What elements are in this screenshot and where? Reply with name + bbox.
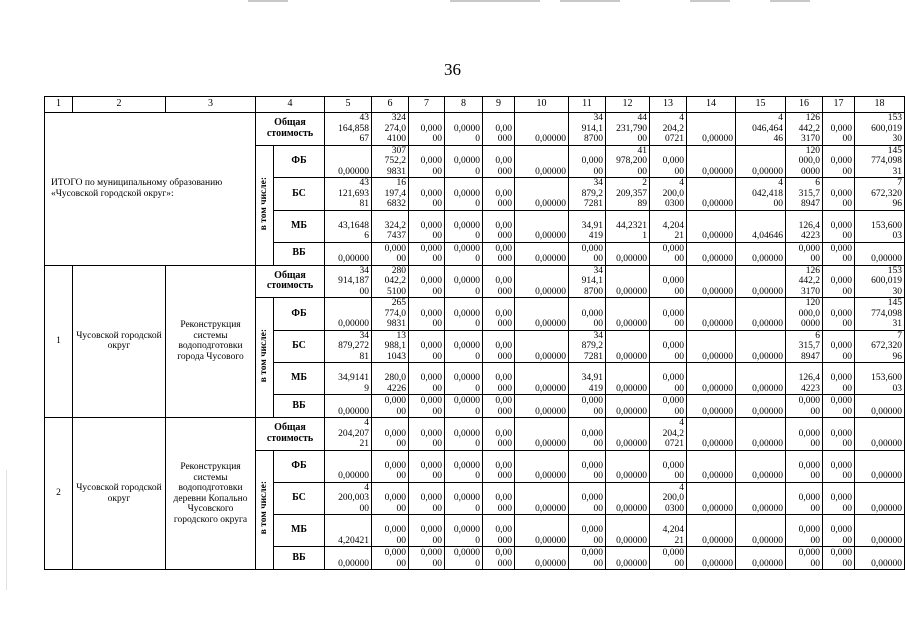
column-header: 12	[606, 97, 650, 113]
table-cell: 0,00000	[687, 515, 736, 547]
table-cell: 0,00000	[855, 242, 905, 265]
table-row	[45, 265, 905, 298]
table-cell: 0,00000	[687, 178, 736, 211]
table-cell: 4,20421	[325, 515, 372, 547]
column-header: 16	[786, 97, 823, 113]
column-header: 9	[483, 97, 515, 113]
scan-line	[450, 0, 540, 2]
table-cell: 0,000 00	[569, 395, 606, 418]
table-cell: 0,00000	[687, 450, 736, 482]
table-cell: 0,00000	[687, 418, 736, 451]
table-cell: 0,000 00	[409, 145, 445, 178]
table-cell: 0,000 00	[650, 242, 687, 265]
table-cell: 153,600 03	[855, 363, 905, 395]
table-cell: 0,00 000	[483, 242, 515, 265]
table-cell: 265 774,0 9831	[372, 298, 409, 331]
table-cell: 0,000 00	[409, 450, 445, 482]
table-cell: 0,00000	[687, 113, 736, 146]
table-cell: 0,00000	[515, 113, 569, 146]
column-header: 7	[409, 97, 445, 113]
table-cell: 0,00 000	[483, 178, 515, 211]
column-header: 10	[515, 97, 569, 113]
table-cell: 43 164,858 67	[325, 113, 372, 146]
table-cell: 0,000 00	[823, 265, 855, 298]
table-cell: 120 000,0 0000	[786, 145, 823, 178]
table-cell: 126 442,2 3170	[786, 113, 823, 146]
table-cell: 0,00000	[736, 298, 786, 331]
table-cell: 0,00 000	[483, 298, 515, 331]
funding-source-label: ВБ	[274, 547, 325, 570]
table-cell: 44 231,790 00	[606, 113, 650, 146]
table-cell: 324 274,0 4100	[372, 113, 409, 146]
table-cell: 0,00 000	[483, 482, 515, 515]
table-cell: 126 442,2 3170	[786, 265, 823, 298]
table-cell: 4 204,2 0721	[650, 418, 687, 451]
table-cell: 0,000 00	[823, 178, 855, 211]
table-cell: 34 879,272 81	[325, 330, 372, 363]
table-cell: 4,204 21	[650, 210, 687, 242]
district-name: Чусовской городской округ	[73, 265, 166, 418]
column-header: 14	[687, 97, 736, 113]
district-name: Чусовской городской округ	[73, 418, 166, 570]
table-cell: 0,00000	[687, 363, 736, 395]
table-cell: 4 200,0 0300	[650, 178, 687, 211]
column-header: 11	[569, 97, 606, 113]
table-cell: 0,00000	[515, 242, 569, 265]
table-cell: 0,00000	[515, 145, 569, 178]
table-cell: 0,00000	[736, 265, 786, 298]
table-cell: 0,00000	[515, 515, 569, 547]
table-cell: 4 200,003 00	[325, 482, 372, 515]
table-cell: 153 600,019 30	[855, 113, 905, 146]
table-cell: 0,000 00	[409, 482, 445, 515]
table-cell: 0,000 00	[409, 178, 445, 211]
table-cell: 0,0000 0	[445, 450, 483, 482]
table-cell: 0,00000	[515, 330, 569, 363]
table-cell: 0,00000	[515, 265, 569, 298]
table-cell: 0,000 00	[372, 242, 409, 265]
table-cell: 0,000 00	[650, 298, 687, 331]
table-body	[45, 97, 905, 570]
scan-edge	[6, 470, 7, 590]
funding-source-label: ВБ	[274, 242, 325, 265]
total-cost-label: Общая стоимость	[256, 113, 325, 146]
table-cell: 0,00000	[325, 145, 372, 178]
table-cell: 0,000 00	[409, 265, 445, 298]
column-header: 3	[166, 97, 256, 113]
table-cell: 13 988,1 1043	[372, 330, 409, 363]
column-header: 15	[736, 97, 786, 113]
table-cell: 280 042,2 5100	[372, 265, 409, 298]
table-cell: 0,000 00	[786, 418, 823, 451]
table-cell: 145 774,098 31	[855, 145, 905, 178]
table-cell: 0,00000	[736, 363, 786, 395]
in-that-number-label	[256, 145, 274, 265]
table-cell: 7 672,320 96	[855, 330, 905, 363]
scan-line	[560, 0, 620, 2]
table-cell: 0,0000 0	[445, 418, 483, 451]
table-cell: 280,0 4226	[372, 363, 409, 395]
table-cell: 43 121,693 81	[325, 178, 372, 211]
table-cell: 0,000 00	[650, 145, 687, 178]
table-cell: 0,00000	[687, 210, 736, 242]
table-cell: 0,00000	[687, 265, 736, 298]
table-cell: 0,00000	[515, 363, 569, 395]
table-cell: 4 046,464 46	[736, 113, 786, 146]
column-header: 18	[855, 97, 905, 113]
table-cell: 0,000 00	[650, 265, 687, 298]
table-cell: 0,000 00	[823, 547, 855, 570]
column-header: 2	[73, 97, 166, 113]
column-header: 17	[823, 97, 855, 113]
table-cell: 0,000 00	[569, 145, 606, 178]
table-cell: 0,00000	[736, 482, 786, 515]
funding-source-label: БС	[274, 482, 325, 515]
table-cell: 0,000 00	[786, 515, 823, 547]
table-cell: 0,00000	[606, 450, 650, 482]
column-header: 1	[45, 97, 73, 113]
table-cell: 0,000 00	[569, 482, 606, 515]
table-cell: 0,00 000	[483, 145, 515, 178]
table-cell: 0,000 00	[650, 450, 687, 482]
in-that-number-text: в том числе:	[259, 176, 270, 230]
table-cell: 0,00000	[736, 418, 786, 451]
table-cell: 0,000 00	[786, 242, 823, 265]
table-cell: 0,00000	[606, 298, 650, 331]
total-cost-label: Общая стоимость	[256, 418, 325, 451]
page-number: 36	[444, 60, 461, 79]
table-cell: 0,000 00	[409, 418, 445, 451]
project-name: Реконструкция системы водоподготовки города Чусового	[166, 265, 256, 418]
table-cell: 0,000 00	[786, 450, 823, 482]
table-cell: 0,000 00	[823, 482, 855, 515]
table-cell: 0,00000	[515, 178, 569, 211]
table-cell: 34 914,1 8700	[569, 265, 606, 298]
table-cell: 0,00000	[325, 298, 372, 331]
table-cell: 0,00000	[855, 450, 905, 482]
total-cost-label: Общая стоимость	[256, 265, 325, 298]
in-that-number-label	[256, 450, 274, 570]
table-cell: 0,000 00	[409, 298, 445, 331]
table-cell: 0,00000	[736, 330, 786, 363]
table-cell: 4,204 21	[650, 515, 687, 547]
table-cell: 0,00000	[736, 515, 786, 547]
table-cell: 0,00000	[687, 330, 736, 363]
table-cell: 153 600,019 30	[855, 265, 905, 298]
table-cell: 34 879,2 7281	[569, 330, 606, 363]
table-cell: 0,000 00	[569, 547, 606, 570]
table-cell: 0,00000	[855, 418, 905, 451]
table-cell: 0,00000	[736, 395, 786, 418]
table-cell: 16 197,4 6832	[372, 178, 409, 211]
table-cell: 0,000 00	[372, 515, 409, 547]
table-cell: 0,00 000	[483, 113, 515, 146]
funding-source-label: МБ	[274, 210, 325, 242]
table-cell: 0,00 000	[483, 515, 515, 547]
table-cell: 4 204,207 21	[325, 418, 372, 451]
table-cell: 0,00000	[736, 450, 786, 482]
table-row	[45, 418, 905, 451]
table-cell: 0,00 000	[483, 363, 515, 395]
table-cell: 0,0000 0	[445, 298, 483, 331]
table-cell: 43,1648 6	[325, 210, 372, 242]
table-cell: 34,9141 9	[325, 363, 372, 395]
table-cell: 44,2321 1	[606, 210, 650, 242]
table-cell: 0,000 00	[823, 363, 855, 395]
table-cell: 0,000 00	[650, 547, 687, 570]
table-cell: 0,0000 0	[445, 330, 483, 363]
in-that-number-text: в том числе:	[259, 481, 270, 535]
scan-line	[248, 0, 288, 2]
table-cell: 0,00000	[515, 298, 569, 331]
table-cell: 2 209,357 89	[606, 178, 650, 211]
table-cell: 0,00000	[606, 395, 650, 418]
table-cell: 4 200,0 0300	[650, 482, 687, 515]
funding-source-label: БС	[274, 330, 325, 363]
table-cell: 0,000 00	[823, 242, 855, 265]
table-cell: 0,000 00	[409, 515, 445, 547]
table-cell: 0,000 00	[372, 482, 409, 515]
table-cell: 0,000 00	[650, 330, 687, 363]
table-cell: 0,0000 0	[445, 395, 483, 418]
table-cell: 0,000 00	[569, 298, 606, 331]
funding-source-label: ФБ	[274, 145, 325, 178]
table-cell: 4,04646	[736, 210, 786, 242]
table-cell: 0,00000	[515, 418, 569, 451]
table-cell: 0,00000	[515, 210, 569, 242]
table-cell: 126,4 4223	[786, 210, 823, 242]
table-cell: 0,000 00	[823, 330, 855, 363]
table-cell: 0,000 00	[409, 547, 445, 570]
table-cell: 0,00000	[515, 547, 569, 570]
column-header: 4	[256, 97, 325, 113]
table-cell: 0,00000	[515, 482, 569, 515]
table-cell: 0,000 00	[372, 395, 409, 418]
table-cell: 0,00 000	[483, 395, 515, 418]
table-cell: 0,00000	[687, 298, 736, 331]
table-cell: 0,0000 0	[445, 210, 483, 242]
table-cell: 0,0000 0	[445, 547, 483, 570]
table-cell: 0,00 000	[483, 330, 515, 363]
table-cell: 0,00000	[515, 395, 569, 418]
table-cell: 0,00 000	[483, 418, 515, 451]
table-cell: 0,000 00	[569, 242, 606, 265]
table-cell: 0,00000	[736, 145, 786, 178]
table-cell: 0,0000 0	[445, 145, 483, 178]
table-cell: 0,000 00	[409, 242, 445, 265]
table-cell: 0,00 000	[483, 450, 515, 482]
column-header: 5	[325, 97, 372, 113]
table-cell: 0,0000 0	[445, 178, 483, 211]
table-cell: 153,600 03	[855, 210, 905, 242]
funding-source-label: МБ	[274, 515, 325, 547]
table-cell: 0,000 00	[372, 418, 409, 451]
table-cell: 0,0000 0	[445, 363, 483, 395]
funding-source-label: ФБ	[274, 450, 325, 482]
table-cell: 0,000 00	[823, 145, 855, 178]
table-cell: 0,00000	[687, 547, 736, 570]
scan-line	[770, 0, 810, 2]
row-number: 1	[45, 265, 73, 418]
table-cell: 0,000 00	[372, 450, 409, 482]
table-cell: 0,00 000	[483, 265, 515, 298]
table-cell: 307 752,2 9831	[372, 145, 409, 178]
in-that-number-text: в том числе:	[259, 329, 270, 383]
table-cell: 0,000 00	[569, 450, 606, 482]
column-header: 8	[445, 97, 483, 113]
table-cell: 0,0000 0	[445, 265, 483, 298]
table-cell: 0,00000	[855, 547, 905, 570]
table-cell: 34 879,2 7281	[569, 178, 606, 211]
table-cell: 126,4 4223	[786, 363, 823, 395]
table-cell: 0,00000	[606, 515, 650, 547]
total-label: ИТОГО по муниципальному образованию «Чусовской городской округ»:	[45, 113, 256, 266]
table-cell: 0,00000	[606, 547, 650, 570]
table-cell: 0,00000	[855, 482, 905, 515]
table-cell: 0,00000	[736, 547, 786, 570]
table-cell: 0,0000 0	[445, 482, 483, 515]
table-cell: 0,00000	[606, 418, 650, 451]
table-cell: 0,00 000	[483, 547, 515, 570]
table-cell: 0,00000	[606, 330, 650, 363]
table-cell: 4 204,2 0721	[650, 113, 687, 146]
table-cell: 0,000 00	[409, 113, 445, 146]
table-cell: 324,2 7437	[372, 210, 409, 242]
table-cell: 0,00000	[325, 450, 372, 482]
table-cell: 0,00000	[606, 265, 650, 298]
table-cell: 145 774,098 31	[855, 298, 905, 331]
table-cell: 0,000 00	[786, 482, 823, 515]
table-cell: 6 315,7 8947	[786, 330, 823, 363]
funding-source-label: ФБ	[274, 298, 325, 331]
table-cell: 0,000 00	[409, 363, 445, 395]
table-cell: 0,00000	[325, 242, 372, 265]
table-cell: 0,000 00	[409, 210, 445, 242]
table-cell: 0,000 00	[823, 298, 855, 331]
header-row	[45, 97, 905, 113]
table-cell: 0,00000	[325, 395, 372, 418]
table-cell: 41 978,200 00	[606, 145, 650, 178]
table-cell: 0,000 00	[372, 547, 409, 570]
table-cell: 0,000 00	[650, 363, 687, 395]
table-cell: 0,00000	[606, 242, 650, 265]
table-cell: 0,00000	[687, 242, 736, 265]
table-cell: 0,0000 0	[445, 113, 483, 146]
table-cell: 0,00000	[855, 395, 905, 418]
table-cell: 0,00000	[687, 395, 736, 418]
table-cell: 0,000 00	[823, 515, 855, 547]
table-cell: 0,0000 0	[445, 515, 483, 547]
table-cell: 0,00000	[325, 547, 372, 570]
table-cell: 120 000,0 0000	[786, 298, 823, 331]
in-that-number-label	[256, 298, 274, 418]
budget-table	[44, 96, 905, 570]
funding-source-label: ВБ	[274, 395, 325, 418]
table-cell: 0,000 00	[823, 418, 855, 451]
table-cell: 0,00000	[687, 482, 736, 515]
table-cell: 0,00000	[606, 482, 650, 515]
table-cell: 0,000 00	[823, 113, 855, 146]
table-cell: 0,000 00	[569, 418, 606, 451]
table-cell: 0,00000	[855, 515, 905, 547]
table-cell: 0,00000	[606, 363, 650, 395]
table-cell: 0,000 00	[786, 395, 823, 418]
table-cell: 34 914,187 00	[325, 265, 372, 298]
table-cell: 0,000 00	[409, 330, 445, 363]
column-header: 6	[372, 97, 409, 113]
table-cell: 0,00 000	[483, 210, 515, 242]
table-cell: 0,00000	[736, 242, 786, 265]
table-cell: 6 315,7 8947	[786, 178, 823, 211]
project-name: Реконструкция системы водоподготовки деревни Копально Чусовского городского округа	[166, 418, 256, 570]
scan-line	[690, 0, 730, 2]
table-cell: 0,000 00	[823, 210, 855, 242]
table-cell: 0,000 00	[569, 515, 606, 547]
row-number: 2	[45, 418, 73, 570]
column-header: 13	[650, 97, 687, 113]
table-cell: 0,00000	[515, 450, 569, 482]
table-cell: 34 914,1 8700	[569, 113, 606, 146]
table-cell: 0,000 00	[650, 395, 687, 418]
table-cell: 0,000 00	[823, 450, 855, 482]
table-cell: 0,00000	[687, 145, 736, 178]
table-cell: 0,000 00	[409, 395, 445, 418]
table-cell: 0,0000 0	[445, 242, 483, 265]
table-cell: 4 042,418 00	[736, 178, 786, 211]
table-cell: 0,000 00	[823, 395, 855, 418]
table-row	[45, 113, 905, 146]
table-cell: 34,91 419	[569, 363, 606, 395]
table-cell: 34,91 419	[569, 210, 606, 242]
funding-source-label: БС	[274, 178, 325, 211]
funding-source-label: МБ	[274, 363, 325, 395]
table-cell: 0,000 00	[786, 547, 823, 570]
table-cell: 7 672,320 96	[855, 178, 905, 211]
